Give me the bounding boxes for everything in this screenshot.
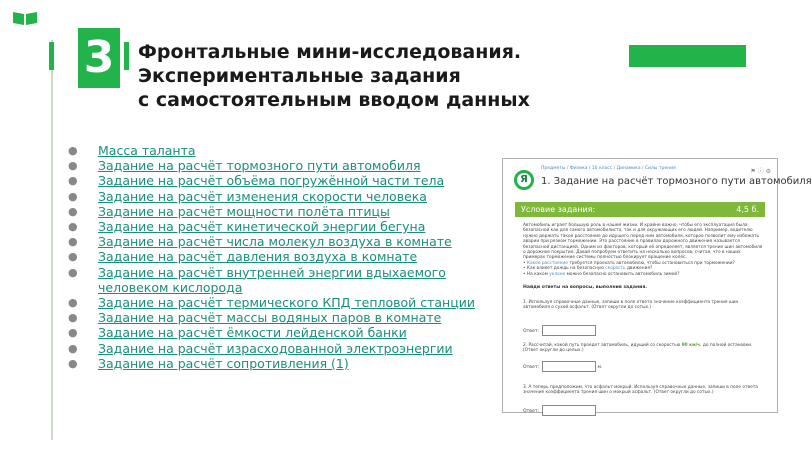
list-item [68, 265, 498, 295]
bullet-icon: ● [68, 220, 78, 234]
answer-row [523, 405, 596, 416]
inline-link[interactable]: скорость [605, 266, 626, 272]
task-link[interactable]: Задание на расчёт внутренней энергии вдыхаемого человеком кислорода [98, 264, 446, 295]
bullet-icon: ● [68, 296, 78, 310]
book-icon [12, 10, 38, 26]
divider-line [51, 40, 53, 440]
list-item [68, 356, 498, 371]
task-link[interactable]: Задание на расчёт сопротивления (1) [98, 355, 349, 371]
task-link[interactable]: Масса таланта [98, 143, 196, 158]
task-link[interactable]: Задание на расчёт кинетической энергии бегуна [98, 219, 426, 235]
task-text: , до полной остановки. (Ответ округли до целых.) [523, 343, 753, 354]
task-link[interactable]: Задание на расчёт мощности полёта птицы [98, 203, 390, 219]
question-bullet: • Как влияет дождь на безопасную скорость движения? [523, 266, 653, 272]
bullet-icon: ● [68, 159, 78, 173]
condition-label: Условие задания: [521, 205, 596, 214]
bullet-icon: ● [68, 204, 78, 218]
bullet-text: На каком [526, 271, 548, 277]
bullet-icon: ● [68, 265, 78, 279]
list-item [68, 204, 498, 219]
description-text: Автомобиль играет большую роль в нашей жизни. И крайне важно, чтобы его эксплуатация была безопасной как для самого автомобилиста, так и для окружающих его людей. Например, водителю нужно держать такое расстояние до идущего перед ним автомобиля, которое позволит ему избежать аварии при резком торможении. Это расстояние в правилах дорожного движения называется безопасной дистанцией. Одним из факторов, который её определяет, является трение шин автомобиля о дорожное покрытие. Давай попробуем ответить на несколько вопросов, считая, что в наших примерах торможение системы полностью блокирует вращение колёс. [523, 223, 763, 261]
bullet-icon: ● [68, 356, 78, 370]
list-item [68, 234, 498, 249]
task-2-text [523, 343, 761, 354]
task-link[interactable]: Задание на расчёт термического КПД тепловой станции [98, 295, 475, 311]
bullet-icon: ● [68, 311, 78, 325]
bullet-icon: ● [68, 341, 78, 355]
accent-bar-left [49, 42, 54, 70]
unit-label: м. [597, 365, 603, 370]
answer-row [523, 325, 596, 336]
bullet-icon: ● [68, 189, 78, 203]
task-link[interactable]: Задание на расчёт ёмкости лейденской банки [98, 325, 407, 341]
task-link[interactable]: Задание на расчёт давления воздуха в комнате [98, 249, 418, 265]
task-text: 2. Рассчитай, какой путь проедет автомобиль, идущий со скоростью [523, 343, 681, 348]
bullet-text: движения? [626, 266, 653, 272]
question-heading: Найди ответы на вопросы, выполнив задания. [523, 285, 648, 290]
task-title: 1. Задание на расчёт тормозного пути автомобиля [541, 176, 812, 187]
logo-letter: Я [520, 174, 528, 185]
list-item [68, 219, 498, 234]
accent-rectangle [629, 45, 746, 67]
task-screenshot [502, 158, 812, 414]
list-item [68, 325, 498, 340]
header-icons: ⚑ ⓘ ⚙ [750, 168, 771, 175]
list-item [68, 173, 498, 188]
answer-row [523, 361, 602, 372]
answer-input[interactable] [542, 325, 596, 336]
slide-number: 3 [78, 28, 120, 88]
answer-label: Ответ: [523, 329, 540, 334]
task-link[interactable]: Задание на расчёт тормозного пути автомобиля [98, 158, 421, 174]
bullet-icon: ● [68, 174, 78, 188]
task-1-text: 1. Используя справочные данные, запиши в поле ответа значение коэффициента трения шин автомобиля о сухой асфальт. (Ответ округли до сотых.) [523, 300, 739, 311]
condition-bar [515, 202, 765, 217]
list-item [68, 295, 498, 310]
question-bullet: • Какое расстояние требуется проехать автомобилю, чтобы остановиться при торможении? [523, 260, 735, 266]
bullet-text: Как влияет дождь на безопасную [526, 266, 604, 272]
answer-label: Ответ: [523, 409, 540, 414]
task-description [523, 223, 763, 277]
points-badge: 4,5 б. [736, 205, 759, 214]
title-line: Фронтальные мини-исследования. [138, 41, 522, 63]
answer-input[interactable] [542, 405, 596, 416]
list-item [68, 310, 498, 325]
list-item [68, 189, 498, 204]
bullet-icon: ● [68, 235, 78, 249]
list-item [68, 143, 498, 158]
task-link[interactable]: Задание на расчёт числа молекул воздуха в комнате [98, 234, 452, 250]
inline-link[interactable]: уклоне [549, 271, 566, 277]
accent-bar-right [124, 42, 129, 70]
task-link[interactable]: Задание на расчёт израсходованной электроэнергии [98, 340, 453, 356]
answer-label: Ответ: [523, 365, 540, 370]
bullet-icon: ● [68, 326, 78, 340]
task-link[interactable]: Задание на расчёт изменения скорости человека [98, 188, 427, 204]
title-line: Экспериментальные задания [138, 65, 461, 87]
answer-input[interactable] [542, 361, 596, 372]
bullet-icon: ● [68, 144, 78, 157]
title-line: с самостоятельным вводом данных [138, 89, 530, 111]
task-link[interactable]: Задание на расчёт массы водяных паров в комнате [98, 310, 442, 326]
bullet-text: можно безопасно остановить автомобиль зимой? [566, 271, 680, 277]
task-link-list [68, 143, 498, 371]
speed-value: 90 км/ч [681, 343, 701, 348]
question-bullet: • На каком уклоне можно безопасно остановить автомобиль зимой? [523, 271, 680, 277]
list-item [68, 158, 498, 173]
task-link[interactable]: Задание на расчёт объёма погружённой части тела [98, 173, 445, 189]
slide-title [138, 40, 608, 112]
task-3-text: 3. А теперь предположим, что асфальт мокрый. Используя справочные данные, запиши в поле ответа значение коэффициента трения шин о мокрый асфальт. (Ответ округли до сотых.) [523, 385, 758, 396]
yaklass-logo-icon [514, 170, 534, 190]
bullet-icon: ● [68, 250, 78, 264]
bullet-text: требуется проехать автомобилю, чтобы остановиться при торможении? [569, 260, 735, 266]
list-item [68, 249, 498, 264]
inline-link[interactable]: Какое расстояние [526, 260, 568, 266]
list-item [68, 341, 498, 356]
breadcrumb: Предметы / Физика / 10 класс / Динамика / Силы трения [541, 166, 676, 171]
